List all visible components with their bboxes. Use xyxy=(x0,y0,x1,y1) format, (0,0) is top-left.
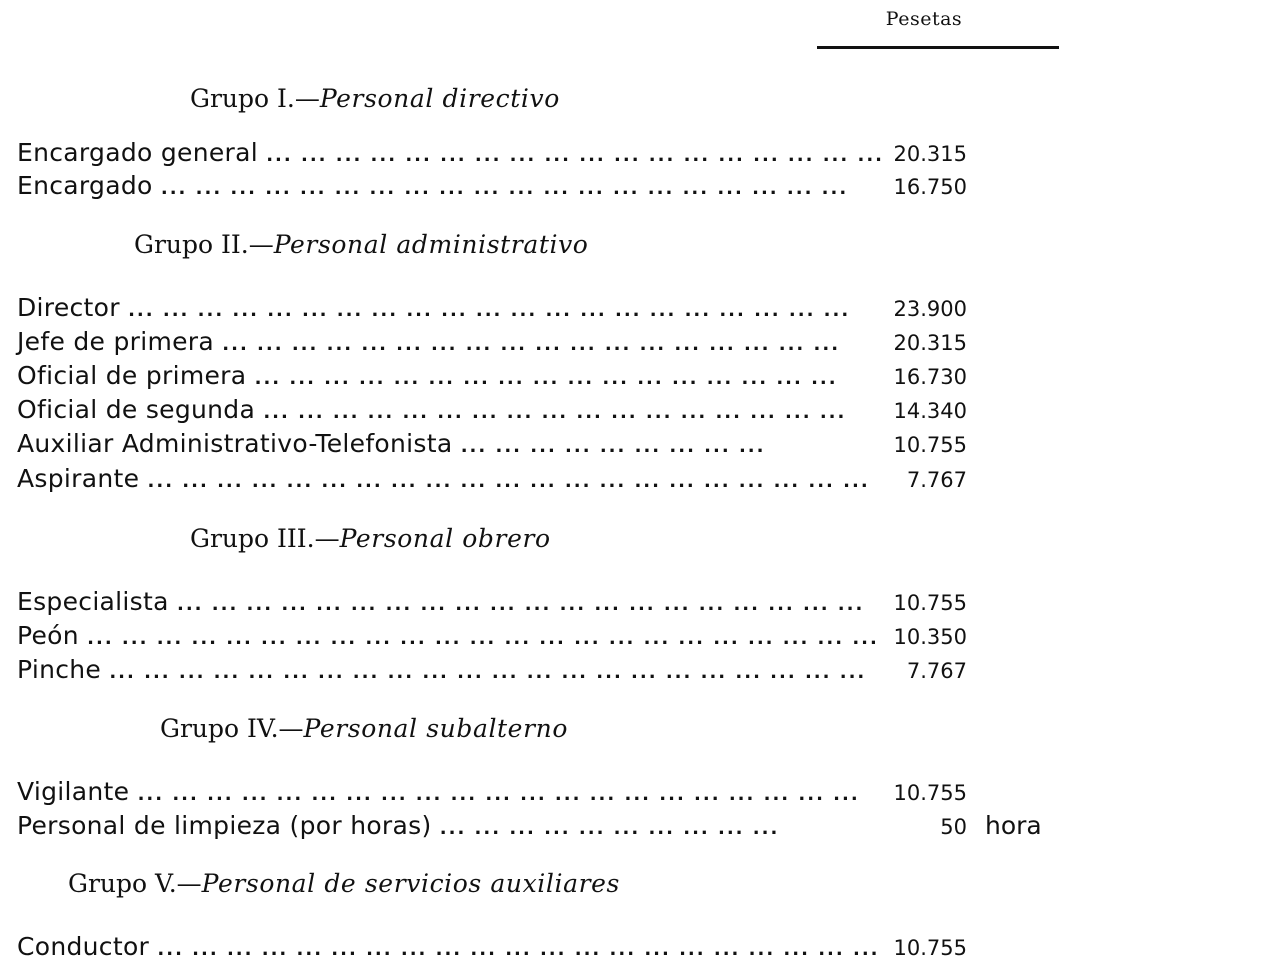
row-label-wrap xyxy=(17,293,851,322)
group-title: Personal de servicios auxiliares xyxy=(201,869,620,898)
leader-dots: ... ... ... ... ... ... ... ... ... ... xyxy=(439,818,780,839)
row-label-wrap xyxy=(17,327,841,356)
group-number: Grupo V.— xyxy=(68,869,202,898)
group-heading-2 xyxy=(0,230,1206,259)
row-value: 20.315 xyxy=(893,331,967,355)
table-row xyxy=(17,327,1067,359)
row-value: 50 xyxy=(940,815,967,839)
row-label-wrap xyxy=(17,395,847,424)
row-value: 20.315 xyxy=(893,142,967,166)
leader-dots: ... ... ... ... ... ... ... ... ... ... ... ... ... ... ... ... ... ... ... ... ... ... ... xyxy=(87,628,879,649)
row-label: Encargado general xyxy=(17,138,258,167)
leader-dots: ... ... ... ... ... ... ... ... ... ... ... ... ... ... ... ... ... xyxy=(263,402,847,423)
table-row xyxy=(17,395,1067,427)
group-number: Grupo III.— xyxy=(190,524,340,553)
row-label: Oficial de segunda xyxy=(17,395,256,424)
table-row xyxy=(17,932,1067,964)
row-label: Vigilante xyxy=(17,777,130,806)
table-row xyxy=(17,361,1067,393)
row-value: 10.755 xyxy=(893,433,967,457)
column-header-pesetas: Pesetas xyxy=(885,8,963,30)
row-value: 10.350 xyxy=(893,625,967,649)
leader-dots: ... ... ... ... ... ... ... ... ... ... ... ... ... ... ... ... ... xyxy=(254,368,838,389)
row-value: 10.755 xyxy=(893,781,967,805)
row-label: Oficial de primera xyxy=(17,361,247,390)
row-value: 16.730 xyxy=(893,365,967,389)
column-header-rule xyxy=(817,46,1059,49)
group-heading-4 xyxy=(0,714,1232,743)
row-label: Auxiliar Administrativo-Telefonista xyxy=(17,429,453,458)
table-row xyxy=(17,429,1067,461)
leader-dots: ... ... ... ... ... ... ... ... ... ... ... ... ... ... ... ... ... ... xyxy=(266,145,884,166)
row-label-wrap xyxy=(17,777,860,806)
row-value: 14.340 xyxy=(893,399,967,423)
leader-dots: ... ... ... ... ... ... ... ... ... ... ... ... ... ... ... ... ... ... ... ... ... xyxy=(147,471,870,492)
leader-dots: ... ... ... ... ... ... ... ... ... ... ... ... ... ... ... ... ... ... xyxy=(222,334,841,355)
row-label-wrap xyxy=(17,171,849,200)
row-label: Encargado xyxy=(17,171,153,200)
group-number: Grupo IV.— xyxy=(160,714,304,743)
row-label: Peón xyxy=(17,621,79,650)
table-row xyxy=(17,464,1067,496)
group-number: Grupo II.— xyxy=(134,230,274,259)
leader-dots: ... ... ... ... ... ... ... ... ... xyxy=(460,436,766,457)
table-row xyxy=(17,587,1067,619)
group-heading-3 xyxy=(0,524,1262,553)
group-title: Personal obrero xyxy=(339,524,551,553)
row-label-wrap xyxy=(17,932,880,961)
leader-dots: ... ... ... ... ... ... ... ... ... ... ... ... ... ... ... ... ... ... ... ... ... ... xyxy=(109,662,867,683)
row-label: Director xyxy=(17,293,120,322)
table-row xyxy=(17,621,1067,653)
row-value: 10.755 xyxy=(893,591,967,615)
table-row xyxy=(17,171,1067,203)
row-label-wrap xyxy=(17,464,870,493)
table-row xyxy=(17,293,1067,325)
row-label: Pinche xyxy=(17,655,102,684)
leader-dots: ... ... ... ... ... ... ... ... ... ... ... ... ... ... ... ... ... ... ... ... xyxy=(160,178,849,199)
row-label-wrap xyxy=(17,361,838,390)
table-row xyxy=(17,138,1067,170)
group-heading-5 xyxy=(0,869,1140,898)
row-label: Aspirante xyxy=(17,464,140,493)
row-label: Jefe de primera xyxy=(17,327,215,356)
leader-dots: ... ... ... ... ... ... ... ... ... ... ... ... ... ... ... ... ... ... ... ... ... xyxy=(137,784,860,805)
group-title: Personal directivo xyxy=(319,84,560,113)
row-value: 7.767 xyxy=(906,468,967,492)
table-row xyxy=(17,655,1067,687)
group-number: Grupo I.— xyxy=(190,84,320,113)
row-value: 23.900 xyxy=(893,297,967,321)
row-unit: hora xyxy=(985,811,1042,840)
row-label: Conductor xyxy=(17,932,150,961)
row-label: Especialista xyxy=(17,587,169,616)
row-value: 10.755 xyxy=(893,936,967,960)
leader-dots: ... ... ... ... ... ... ... ... ... ... ... ... ... ... ... ... ... ... ... ... ... xyxy=(157,939,880,960)
group-heading-1 xyxy=(0,84,1262,113)
table-row xyxy=(17,777,1067,809)
leader-dots: ... ... ... ... ... ... ... ... ... ... ... ... ... ... ... ... ... ... ... ... xyxy=(176,594,865,615)
row-label-wrap xyxy=(17,138,884,167)
row-value: 7.767 xyxy=(906,659,967,683)
group-title: Personal subalterno xyxy=(303,714,568,743)
table-row xyxy=(17,811,1067,843)
leader-dots: ... ... ... ... ... ... ... ... ... ... ... ... ... ... ... ... ... ... ... ... ... xyxy=(128,300,851,321)
row-label-wrap xyxy=(17,587,865,616)
row-label-wrap xyxy=(17,621,879,650)
group-title: Personal administrativo xyxy=(273,230,589,259)
row-label: Personal de limpieza (por horas) xyxy=(17,811,432,840)
row-label-wrap xyxy=(17,655,867,684)
row-label-wrap xyxy=(17,429,817,458)
row-value: 16.750 xyxy=(893,175,967,199)
row-label-wrap xyxy=(17,811,817,840)
